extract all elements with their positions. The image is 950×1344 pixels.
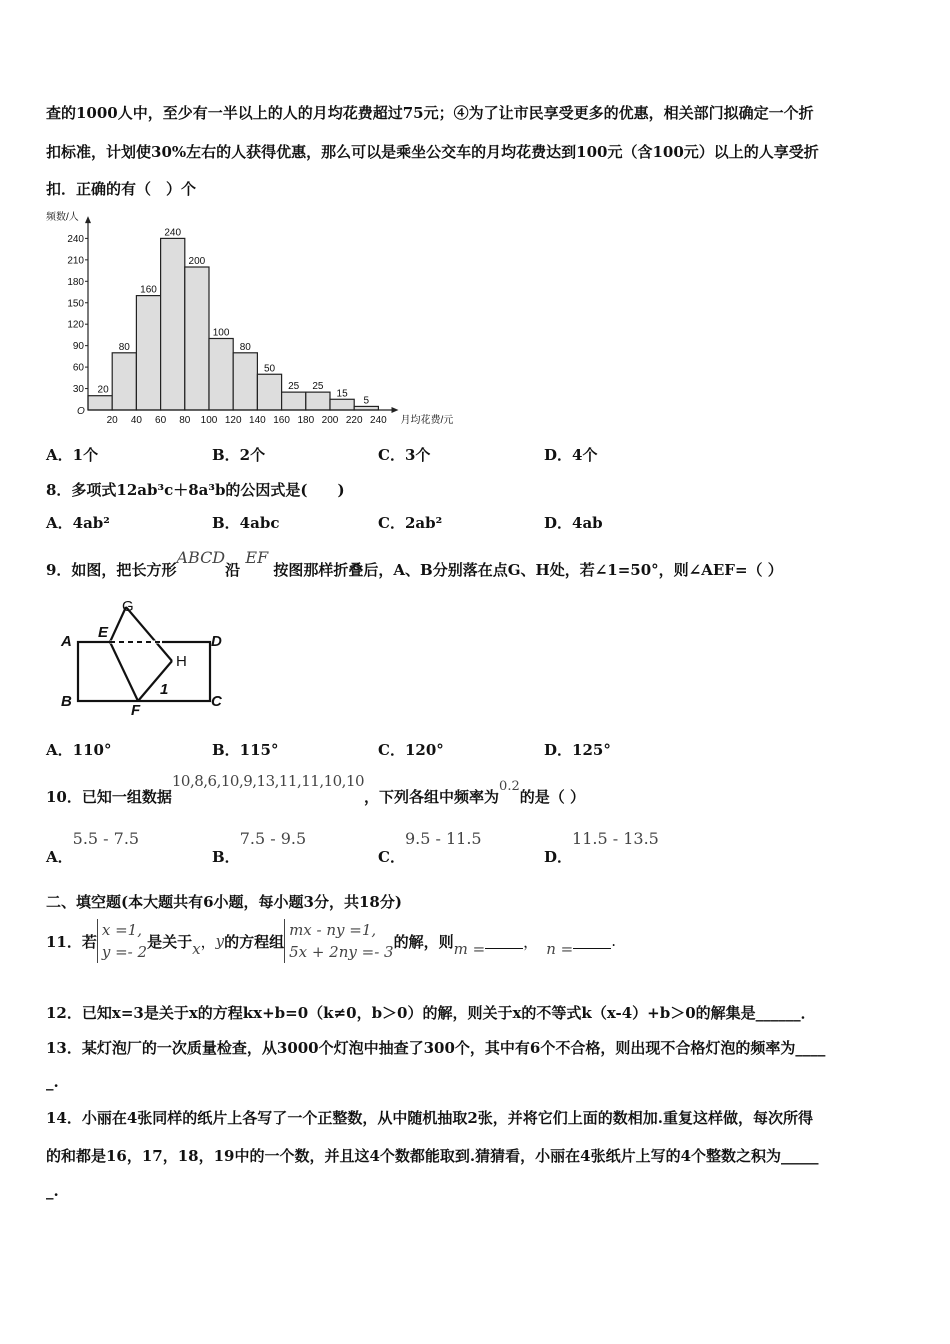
x-tick-label: 40 (130, 415, 142, 426)
q11-end: . (611, 932, 616, 950)
bar-data-label: 25 (312, 381, 324, 393)
q11-comma: ， (523, 932, 539, 951)
bar-data-label: 25 (288, 381, 300, 393)
q8-options (46, 512, 906, 533)
y-tick-label: 240 (67, 233, 84, 245)
label-c: C (211, 693, 222, 710)
q10-data: 10,8,6,10,9,13,11,11,10,10 (171, 772, 365, 790)
q11-num: 11．若 (46, 932, 97, 951)
histogram-bar (257, 374, 281, 410)
q11-solution-system (97, 919, 147, 963)
rectangle-abcd (78, 642, 210, 701)
label-g: G (122, 598, 134, 615)
q9-prefix: 9．如图，把长方形 (46, 561, 177, 579)
y-tick-label: 180 (67, 276, 84, 288)
label-e: E (98, 624, 109, 641)
q11-sys1-line1: x =1, (101, 921, 142, 939)
q7-line-1: 查的1000人中，至少有一半以上的人的月均花费超过75元；④为了让市民享受更多的优惠，相关部门拟确定一个折 (46, 104, 814, 122)
q7-option-d[interactable]: D．4个 (544, 446, 598, 464)
q8-option-c[interactable]: C．2ab² (378, 514, 443, 532)
x-tick-label: 100 (200, 415, 218, 426)
origin-label: O (77, 406, 85, 417)
q8-option-d[interactable]: D．4ab (544, 514, 603, 532)
bar-data-label: 20 (97, 384, 109, 396)
q9-option-b[interactable]: B．115° (212, 741, 279, 759)
q14-line-3: _. (46, 1182, 59, 1200)
histogram-bar (185, 267, 209, 410)
q10-option-c-letter: C． (378, 848, 405, 866)
label-a: A (61, 633, 72, 650)
fold-line-ef (110, 642, 138, 701)
histogram-bar (88, 396, 112, 410)
q11-var-x: x (192, 940, 201, 958)
y-tick-label: 210 (67, 255, 84, 267)
q13-line-1: 13．某灯泡厂的一次质量检查，从3000个灯泡中抽查了300个，其中有6个不合格，则出现不合格灯泡的频率为____ (46, 1039, 826, 1057)
q10-stem (46, 770, 904, 804)
histogram-bar (136, 296, 160, 410)
q9-edge-name: EF (245, 548, 269, 567)
section-2-title: 二、填空题(本大题共有6小题，每小题3分，共18分) (46, 893, 402, 911)
histogram-bar (306, 392, 330, 410)
q8-stem: 8．多项式12ab³c＋8a³b的公因式是( ) (46, 481, 345, 499)
q9-stem (46, 545, 904, 579)
histogram-bar (161, 238, 185, 410)
y-tick-label: 120 (67, 319, 84, 331)
q10-option-b-letter: B． (212, 848, 240, 866)
q10-freq: 0.2 (499, 779, 520, 794)
x-tick-label: 160 (273, 415, 290, 426)
q11-equation-system (284, 919, 394, 963)
bar-data-label: 160 (140, 284, 157, 296)
q9-mid: 沿 (225, 561, 241, 579)
q7-option-a[interactable]: A．1个 (46, 446, 99, 464)
x-tick-label: 180 (297, 415, 315, 426)
label-f: F (131, 702, 141, 716)
histogram-bar (209, 339, 233, 411)
x-tick-label: 20 (106, 415, 118, 426)
q14-line-2: 的和都是16，17，18，19中的一个数，并且这4个数都能取到.猜猜看，小丽在4张纸片上写的4个整数之积为_____ (46, 1147, 819, 1165)
y-axis-title: 频数/人 (46, 212, 79, 223)
q10-prefix: 10．已知一组数据 (46, 788, 172, 806)
bar-data-label: 5 (363, 395, 370, 407)
x-tick-label: 120 (224, 415, 242, 426)
q10-option-a-value: 5.5 - 7.5 (72, 829, 140, 848)
x-tick-label: 140 (249, 415, 266, 426)
segment-gh (126, 607, 172, 661)
q9-options (46, 739, 906, 760)
bar-data-label: 80 (239, 341, 251, 353)
q11-sys1-line2: y =- 2 (101, 943, 148, 961)
q9-option-a[interactable]: A．110° (46, 741, 112, 759)
bar-data-label: 80 (118, 341, 130, 353)
histogram-bar (233, 353, 257, 410)
histogram-bar (282, 392, 306, 410)
q11-var-y: y (215, 932, 225, 950)
q11-text-3: 的解，则 (393, 932, 454, 951)
bar-data-label: 15 (336, 388, 348, 400)
q10-option-d[interactable] (544, 828, 710, 866)
q9-fold-figure (58, 598, 238, 716)
x-tick-label: 220 (345, 415, 363, 426)
q10-mid: ，下列各组中频率为 (364, 788, 500, 806)
q10-suffix: 的是（ ） (519, 788, 585, 806)
y-tick-label: 150 (67, 298, 84, 310)
q10-option-a[interactable] (46, 828, 212, 866)
q11-m-eq: m = (453, 940, 486, 958)
q7-line-3: 扣．正确的有（ ）个 (46, 180, 197, 198)
q11-stem (46, 913, 904, 969)
q10-options (46, 828, 906, 866)
q14-line-1: 14．小丽在4张同样的纸片上各写了一个正整数，从中随机抽取2张，并将它们上面的数相加.重复这样做，每次所得 (46, 1109, 813, 1127)
histogram-bar (112, 353, 136, 410)
q10-option-b-value: 7.5 - 9.5 (239, 829, 307, 848)
y-tick-label: 30 (72, 384, 84, 396)
q11-text-1: 是关于 (147, 932, 193, 951)
q13-line-2: _. (46, 1073, 59, 1091)
label-angle-1: 1 (160, 681, 169, 698)
q11-text-2: 的方程组 (224, 932, 285, 951)
label-h: H (176, 653, 187, 670)
q7-options (46, 444, 906, 465)
q10-option-b[interactable] (212, 828, 378, 866)
q8-option-a[interactable]: A．4ab² (46, 514, 110, 532)
x-axis-arrow (392, 407, 399, 413)
label-d: D (211, 633, 222, 650)
histogram-chart (40, 208, 460, 430)
bar-data-label: 240 (164, 227, 182, 239)
q10-option-d-value: 11.5 - 13.5 (572, 829, 659, 848)
q9-option-c[interactable]: C．120° (378, 741, 444, 759)
q11-n-eq: n = (546, 940, 574, 958)
q8-option-b[interactable]: B．4abc (212, 514, 280, 532)
bar-data-label: 200 (188, 256, 206, 267)
q10-option-c[interactable] (378, 828, 544, 866)
q9-rect-name: ABCD (176, 548, 226, 567)
q11-m-blank[interactable] (485, 934, 523, 949)
bar-data-label: 50 (263, 363, 276, 375)
q11-sys2-line2: 5x + 2ny =- 3 (289, 943, 394, 961)
q9-option-d[interactable]: D．125° (544, 741, 611, 759)
q7-option-c[interactable]: C．3个 (378, 446, 431, 464)
y-tick-label: 60 (72, 362, 84, 374)
y-tick-label: 90 (72, 341, 84, 353)
q9-suffix: 按图那样折叠后，A、B分别落在点G、H处，若∠1=50°，则∠AEF=（ ） (273, 561, 783, 579)
histogram-bar (330, 399, 354, 410)
x-axis-title: 月均花费/元 (400, 415, 454, 426)
q11-n-blank[interactable] (573, 934, 611, 949)
x-tick-label: 80 (179, 415, 191, 426)
q10-option-a-letter: A． (46, 848, 73, 866)
q10-option-d-letter: D． (544, 848, 573, 866)
q12-stem: 12．已知x=3是关于x的方程kx+b=0（k≠0，b＞0）的解，则关于x的不等式k（x-4）+b＞0的解集是______． (46, 1004, 816, 1022)
q11-sep: ， (200, 932, 216, 951)
x-tick-label: 200 (321, 415, 339, 426)
q10-option-c-value: 9.5 - 11.5 (404, 829, 482, 848)
q11-sys2-line1: mx - ny =1, (289, 921, 377, 939)
y-axis-arrow (85, 216, 91, 223)
bar-data-label: 100 (212, 327, 230, 339)
x-tick-label: 240 (370, 415, 387, 426)
label-b: B (61, 693, 72, 710)
q7-line-2: 扣标准，计划使30%左右的人获得优惠，那么可以是乘坐公交车的月均花费达到100元（含100元）以上的人享受折 (46, 143, 819, 161)
x-tick-label: 60 (155, 415, 167, 426)
q7-option-b[interactable]: B．2个 (212, 446, 266, 464)
